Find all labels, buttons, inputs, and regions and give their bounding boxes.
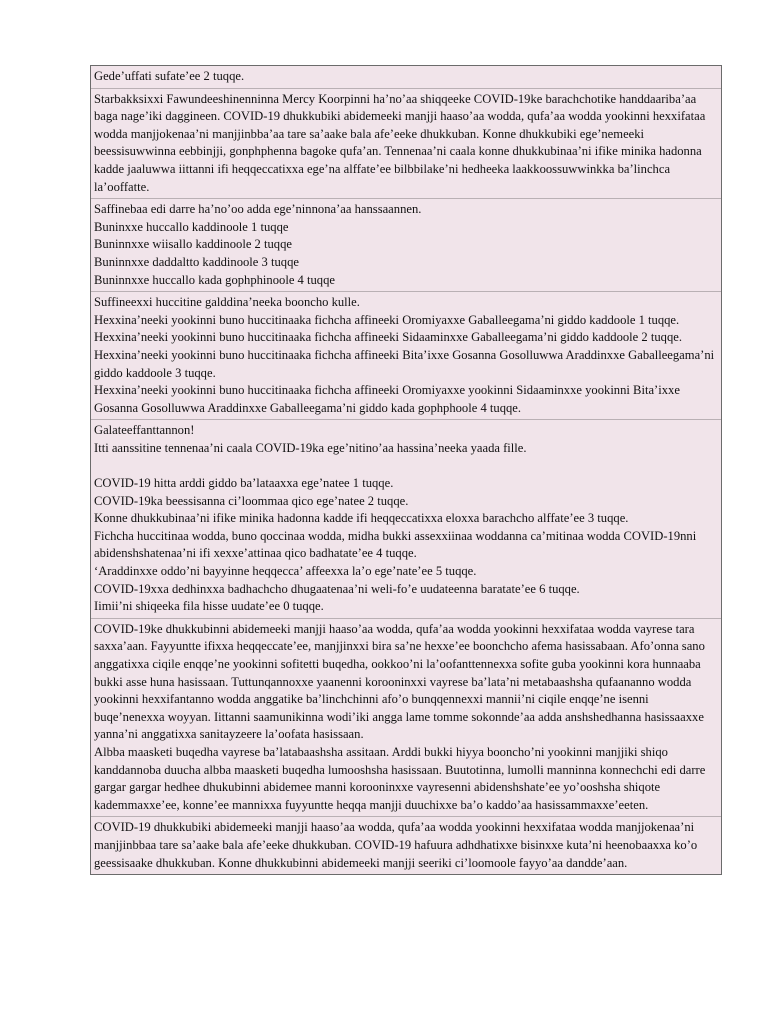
section-intro bbox=[91, 88, 721, 199]
text-line: Buninxxe huccallo kaddinoole 1 tuqqe bbox=[94, 219, 289, 234]
section-covid-knowledge bbox=[91, 419, 721, 618]
section-covid-definition bbox=[91, 816, 721, 874]
text-line: ‘Araddinxxe oddo’ni bayyinne heqqecca’ affeexxa la’o ege’nate’ee 5 tuqqe. bbox=[94, 564, 477, 579]
section-location-options bbox=[91, 291, 721, 419]
text-line: COVID-19 dhukkubiki abidemeeki manjji haaso’aa wodda, qufa’aa wodda yookinni hexxifataa wodda manjjokenaa’ni manjjinbbaa tare sa’aake bala afe’eeke dhukkuban. COVID-19 hafuura adhdhatixxe bisinxxe kuta’ni heenobaaxxa ko’o geessisaake dhukkuban. Konne dhukkubinni abidemeeki manjji seeriki ci’loomoole fayyo’aa dandde’aan. bbox=[94, 820, 698, 870]
text-line: Hexxina’neeki yookinni buno huccitinaaka fichcha affineeki Sidaaminxxe Gaballeegama’ni giddo kaddoole 2 tuqqe. bbox=[94, 330, 682, 345]
text-line: Saffinebaa edi darre ha’no’oo adda ege’ninnona’aa hanssaannen. bbox=[94, 202, 422, 217]
text-line: Konne dhukkubinaa’ni ifike minika hadonna kadde ifi heqqeccatixxa eloxxa barachcho alffate’ee 3 tuqqe. bbox=[94, 511, 629, 526]
text-line: COVID-19ke dhukkubinni abidemeeki manjji haaso’aa wodda, qufa’aa wodda yookinni hexxifataa wodda vayrese tara saxxa’aan. Fayyuntte ifixxa heqqeccate’ee, manjjinxxi bira sa’ne hexxe’ee boonchcho afema hasissabaan. Afo’onna sano anggatixxa ciqile enqqe’ne yookinni sofitetti buqedha, ookkoo’ni la’oofanttennexxa sofite guba yookinni kora hunnaaba bukki asse huna hasissaan. Tuttunqannoxxe yaanenni korooninxxi vayrese ba’lata’ni metabaashsha qufaananno wodda yookinni hexxifantanno wodda anggatike ba’linchchinni afo’o bunqqennexxi mannii’ni ciqile enqqe’ne isenni buqe’nenexxa woyyan. Iittanni saamunikinna wodi’iki angga lame tomme sokonnde’aa adda anshshedhanna hasissaaxxe yanna’ni anggatixxa sanitayzeere la’oofata hasissaan. bbox=[94, 621, 705, 742]
text-line: Hexxina’neeki yookinni buno huccitinaaka fichcha affineeki Oromiyaxxe Gaballeegama’ni giddo kaddoole 1 tuqqe. bbox=[94, 312, 680, 327]
text-line: Starbakksixxi Fawundeeshinenninna Mercy Koorpinni ha’no’aa shiqqeeke COVID-19ke barachchotike handdaariba’aa baga nage’iki daggineen. COVID-19 dhukkubiki abidemeeki manjji haaso’aa wodda, qufa’aa wodda yookinni hexxifataa wodda manjjokenaa’ni manjjinbba’aa tare sa’aake bala afe’eeke dhukkuban. Konne dhukkubiki ege’nemeeki beessisuwwinna eebbinjji, gonphphenna bagoke qufa’an. Tennenaa’ni caala konne dhukkubinaa’ni ifike minika hadonna kadde jaaluwwa iittanni ifi heqqeccatixxa ege’na alffate’ee bilbbilake’ni hedheeka laakkoossuwwinkka ba’linchca la’ooffatte. bbox=[94, 91, 706, 194]
text-line: COVID-19xxa dedhinxxa badhachcho dhugaatenaa’ni weli-fo’e uudateenna baratate’ee 6 tuqqe. bbox=[94, 581, 580, 596]
section-options bbox=[91, 198, 721, 291]
text-line: Buninnxxe daddaltto kaddinoole 3 tuqqe bbox=[94, 254, 299, 269]
text-line: Galateeffanttannon! bbox=[94, 423, 195, 438]
text-line: COVID-19ka beessisanna ci’loommaa qico ege’natee 2 tuqqe. bbox=[94, 493, 409, 508]
text-line: COVID-19 hitta arddi giddo ba’lataaxxa ege’natee 1 tuqqe. bbox=[94, 476, 394, 491]
text-line: Hexxina’neeki yookinni buno huccitinaaka fichcha affineeki Oromiyaxxe yookinni Sidaaminxxe yookinni Bita’ixxe Gosanna Gosolluwwa Araddinxxe Gaballeegama’ni giddo kada gophphoole 4 tuqqe. bbox=[94, 383, 680, 415]
text-line bbox=[94, 457, 718, 475]
text-line: Buninnxxe huccallo kada gophphinoole 4 tuqqe bbox=[94, 272, 335, 287]
text-line: Suffineexxi huccitine galddina’neeka booncho kulle. bbox=[94, 295, 360, 310]
text-line: Buninnxxe wiisallo kaddinoole 2 tuqqe bbox=[94, 237, 292, 252]
text-line: Albba maasketi buqedha vayrese ba’latabaashsha assitaan. Arddi bukki hiyya booncho’ni yookinni manjjiki shiqo kanddannoba duucha albba maasketi buqedha lumooshsha hasissaan. Buutotinna, lumolli manninna konnechchi edi darre gargar gargar hedhee dhukubinni abidemee manni korooninxxe vayresenni abidenshshate’ee yo’ooshsha shiqote kademmaxxe’ee, konne’ee mannixxa fuyyuntte heqqa manjji duuchixxe ba’o kaddo’aa hasissammaxxe’eeten. bbox=[94, 744, 706, 812]
text-line: Iimii’ni shiqeeka fila hisse uudate’ee 0 tuqqe. bbox=[94, 599, 324, 614]
text-line: Hexxina’neeki yookinni buno huccitinaaka fichcha affineeki Bita’ixxe Gosanna Gosolluwwa Araddinxxe Gaballeegama’ni giddo kaddoole 3 tuqqe. bbox=[94, 347, 715, 380]
text-line: Itti aanssitine tennenaa’ni caala COVID-19ka ege’nitino’aa hassina’neeka yaada fille. bbox=[94, 440, 527, 455]
text-line: Fichcha huccitinaa wodda, buno qoccinaa wodda, midha bukki assexxiinaa woddanna ca’mitinaa wodda COVID-19nni abidenshshatenaa’ni ifi xexxe’attinaa qico badhatate’ee 4 tuqqe. bbox=[94, 528, 697, 561]
section-prevention-text bbox=[91, 618, 721, 817]
section-region-note bbox=[91, 66, 721, 88]
text-line: Gede’uffati sufate’ee 2 tuqqe. bbox=[94, 69, 245, 83]
document-table bbox=[90, 65, 722, 875]
